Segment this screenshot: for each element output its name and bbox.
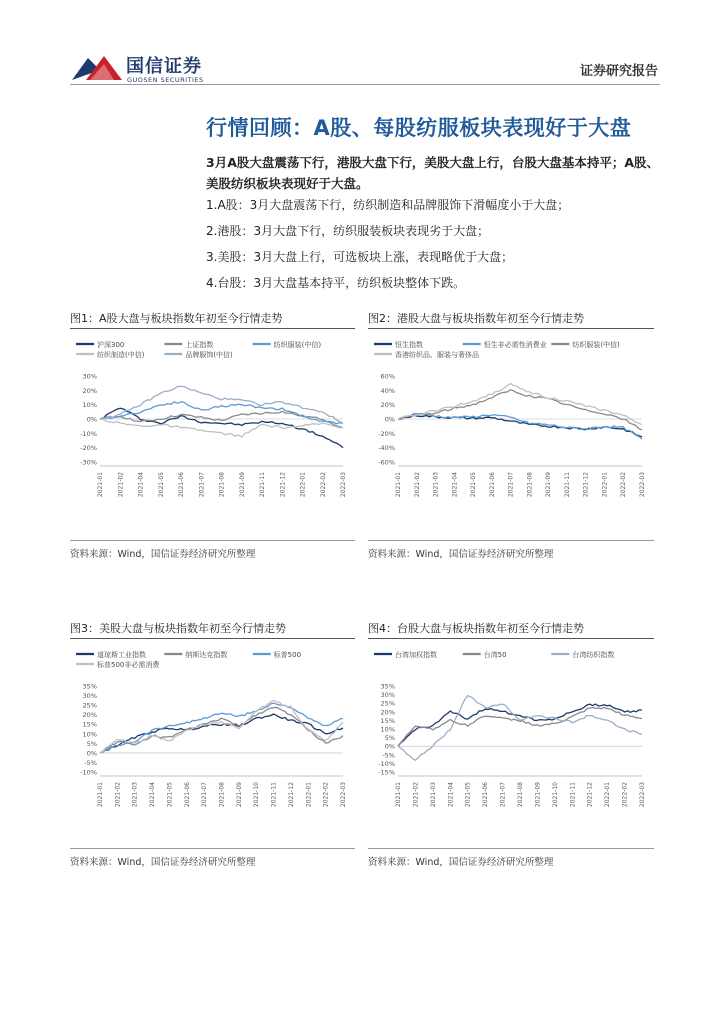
legend-label-0: 台湾加权指数 — [395, 651, 437, 659]
y-tick-5: 10% — [82, 730, 97, 739]
figure-1-chart — [70, 334, 355, 534]
y-tick-4: 15% — [380, 716, 395, 725]
x-tick-1: 2021-02 — [117, 472, 125, 498]
x-tick-8: 2021-09 — [534, 782, 542, 808]
x-tick-3: 2021-04 — [447, 782, 455, 808]
legend-label-0: 恒生指数 — [395, 341, 423, 349]
x-tick-11: 2022-02 — [319, 472, 327, 498]
y-tick-3: 20% — [380, 708, 395, 717]
figure-3-bottom-rule — [70, 848, 355, 849]
bullet-tw: 4.台股：3月大盘基本持平，纺织板块整体下跌。 — [206, 276, 466, 290]
x-tick-9: 2021-11 — [563, 472, 571, 498]
y-tick-3: 0% — [384, 415, 395, 424]
series-line-3 — [100, 700, 343, 753]
legend-label-1: 上证指数 — [185, 341, 214, 349]
legend-label-2: 纺织服装(中信) — [273, 341, 322, 349]
y-tick-1: 20% — [82, 386, 97, 395]
x-tick-4: 2021-05 — [166, 782, 174, 808]
figure-2-bottom-rule — [368, 540, 654, 541]
x-tick-7: 2021-08 — [526, 472, 534, 498]
legend-label-0: 道琼斯工业指数 — [97, 651, 146, 659]
y-tick-4: 15% — [82, 720, 97, 729]
y-tick-0: 60% — [380, 372, 395, 381]
figure-2-title: 图2：港股大盘与板块指数年初至今行情走势 — [368, 312, 584, 325]
legend-label-2: 纺织服装(中信) — [572, 341, 620, 349]
figure-3-source: 资料来源：Wind，国信证券经济研究所整理 — [70, 857, 256, 868]
y-tick-10: -15% — [378, 768, 395, 777]
x-tick-13: 2022-02 — [322, 782, 330, 808]
figure-3-chart — [70, 644, 355, 844]
y-tick-2: 20% — [380, 401, 395, 410]
header-rule — [70, 84, 660, 85]
figure-2-source: 资料来源：Wind，国信证券经济研究所整理 — [368, 549, 554, 560]
y-tick-9: -10% — [80, 768, 97, 777]
x-tick-12: 2022-01 — [604, 782, 612, 808]
logo-cn: 国信证券 — [126, 56, 202, 77]
x-tick-14: 2022-03 — [639, 782, 646, 808]
summary-text: 3月A股大盘震荡下行，港股大盘下行，美股大盘上行，台股大盘基本持平；A股、美股纺织板块表现好于大盘。 — [206, 155, 660, 191]
x-tick-10: 2021-12 — [582, 472, 590, 498]
bullet-us: 3.美股：3月大盘上行，可选板块上涨，表现略优于大盘； — [206, 250, 514, 264]
x-tick-11: 2022-01 — [601, 472, 609, 498]
series-line-1 — [398, 414, 642, 440]
x-tick-10: 2022-01 — [299, 472, 307, 498]
x-tick-1: 2021-02 — [114, 782, 122, 808]
x-tick-6: 2021-08 — [218, 472, 226, 498]
x-tick-9: 2021-12 — [279, 472, 287, 498]
series-line-1 — [100, 707, 343, 753]
x-tick-2: 2021-03 — [131, 782, 139, 808]
figure-4-rule — [368, 638, 654, 639]
x-tick-1: 2021-02 — [413, 472, 421, 498]
y-tick-3: 20% — [82, 711, 97, 720]
x-tick-2: 2021-04 — [137, 472, 145, 498]
bullet-a-share: 1.A股：3月大盘震荡下行，纺织制造和品牌服饰下滑幅度小于大盘； — [206, 198, 570, 212]
x-tick-5: 2021-06 — [488, 472, 496, 498]
legend-label-2: 标普500 — [273, 651, 302, 659]
x-tick-5: 2021-06 — [183, 782, 191, 808]
figure-4-bottom-rule — [368, 848, 654, 849]
x-tick-8: 2021-09 — [235, 782, 243, 808]
x-tick-1: 2021-02 — [412, 782, 420, 808]
x-tick-2: 2021-03 — [432, 472, 440, 498]
y-tick-1: 30% — [380, 691, 395, 700]
legend-label-2: 台湾纺织指数 — [572, 651, 615, 659]
y-tick-6: -30% — [80, 458, 97, 467]
y-tick-5: -40% — [378, 444, 395, 453]
x-tick-6: 2021-07 — [499, 782, 507, 808]
figure-3-title: 图3：美股大盘与板块指数年初至今行情走势 — [70, 622, 286, 635]
series-line-0 — [398, 704, 642, 746]
x-tick-12: 2022-02 — [620, 472, 628, 498]
x-tick-6: 2021-07 — [201, 782, 209, 808]
x-tick-4: 2021-06 — [178, 472, 185, 498]
x-tick-3: 2021-05 — [157, 472, 165, 498]
x-tick-14: 2022-03 — [340, 782, 347, 808]
y-tick-6: -60% — [378, 458, 395, 467]
figure-1-title: 图1：A股大盘与板块指数年初至今行情走势 — [70, 312, 283, 325]
x-tick-3: 2021-04 — [451, 472, 459, 498]
guosen-logo-icon — [70, 50, 126, 86]
x-tick-12: 2022-01 — [305, 782, 313, 808]
legend-label-0: 沪深300 — [97, 341, 125, 349]
y-tick-5: 10% — [380, 725, 395, 734]
y-tick-7: 0% — [86, 749, 97, 758]
legend-label-3: 纺织制造(中信) — [97, 351, 145, 359]
legend-label-4: 品牌服饰(中信) — [185, 351, 233, 359]
y-tick-2: 10% — [82, 401, 97, 410]
y-tick-3: 0% — [86, 415, 97, 424]
page-title: 行情回顾：A股、每股纺服板块表现好于大盘 — [206, 116, 632, 140]
y-tick-4: -20% — [378, 429, 395, 438]
legend-label-1: 台湾50 — [483, 651, 507, 659]
figure-4-chart — [368, 644, 654, 844]
x-tick-5: 2021-06 — [482, 782, 490, 808]
y-tick-1: 30% — [82, 692, 97, 701]
legend-label-1: 纳斯达克指数 — [185, 651, 228, 659]
y-tick-5: -20% — [80, 444, 97, 453]
x-tick-3: 2021-04 — [149, 782, 157, 808]
x-tick-2: 2021-03 — [429, 782, 437, 808]
x-tick-10: 2021-11 — [569, 782, 577, 808]
legend-label-3: 标普500非必需消费 — [97, 661, 160, 669]
y-tick-1: 40% — [380, 386, 395, 395]
y-tick-6: 5% — [384, 734, 395, 743]
y-tick-7: 0% — [384, 742, 395, 751]
y-tick-8: -5% — [84, 758, 97, 767]
x-tick-11: 2021-12 — [586, 782, 594, 808]
x-tick-4: 2021-05 — [470, 472, 478, 498]
x-tick-0: 2021-01 — [97, 782, 104, 808]
series-line-0 — [100, 714, 343, 753]
x-tick-10: 2021-11 — [270, 782, 278, 808]
y-tick-0: 30% — [82, 372, 97, 381]
series-line-3 — [100, 419, 343, 437]
figure-1-bottom-rule — [70, 540, 355, 541]
y-tick-0: 35% — [82, 682, 97, 691]
logo-en: GUOSEN SECURITIES — [127, 76, 204, 84]
figure-1-rule — [70, 328, 355, 329]
x-tick-7: 2021-08 — [517, 782, 524, 808]
figure-1-source: 资料来源：Wind，国信证券经济研究所整理 — [70, 549, 256, 560]
x-tick-13: 2022-03 — [639, 472, 646, 498]
y-tick-9: -10% — [378, 759, 395, 768]
y-tick-2: 25% — [82, 701, 97, 710]
y-tick-0: 35% — [380, 682, 395, 691]
x-tick-0: 2021-01 — [97, 472, 104, 498]
x-tick-11: 2021-12 — [287, 782, 295, 808]
x-tick-5: 2021-07 — [198, 472, 206, 498]
x-tick-0: 2021-01 — [395, 472, 402, 498]
x-tick-7: 2021-09 — [238, 472, 246, 498]
y-tick-8: -5% — [382, 751, 395, 760]
y-tick-6: 5% — [86, 739, 97, 748]
x-tick-4: 2021-05 — [464, 782, 472, 808]
x-tick-8: 2021-11 — [259, 472, 266, 498]
series-line-3 — [398, 384, 642, 425]
legend-label-1: 恒生非必需性消费业 — [483, 341, 547, 349]
x-tick-9: 2021-10 — [551, 782, 559, 808]
figure-4-source: 资料来源：Wind，国信证券经济研究所整理 — [368, 857, 554, 868]
y-tick-4: -10% — [80, 429, 97, 438]
x-tick-6: 2021-07 — [507, 472, 515, 498]
series-line-1 — [398, 707, 642, 746]
bullet-hk: 2.港股：3月大盘下行，纺织服装板块表现劣于大盘； — [206, 224, 490, 238]
figure-2-chart — [368, 334, 654, 534]
x-tick-12: 2022-03 — [340, 472, 347, 498]
x-tick-0: 2021-01 — [395, 782, 402, 808]
x-tick-13: 2022-02 — [621, 782, 629, 808]
figure-2-rule — [368, 328, 654, 329]
x-tick-7: 2021-08 — [218, 782, 226, 808]
x-tick-9: 2021-10 — [253, 782, 261, 808]
figure-4-title: 图4：台股大盘与板块指数年初至今行情走势 — [368, 622, 584, 635]
x-tick-8: 2021-09 — [545, 472, 553, 498]
legend-label-3: 香港纺织品、服装与奢侈品 — [395, 351, 479, 359]
report-type: 证券研究报告 — [579, 64, 658, 79]
figure-3-rule — [70, 638, 355, 639]
y-tick-2: 25% — [380, 699, 395, 708]
